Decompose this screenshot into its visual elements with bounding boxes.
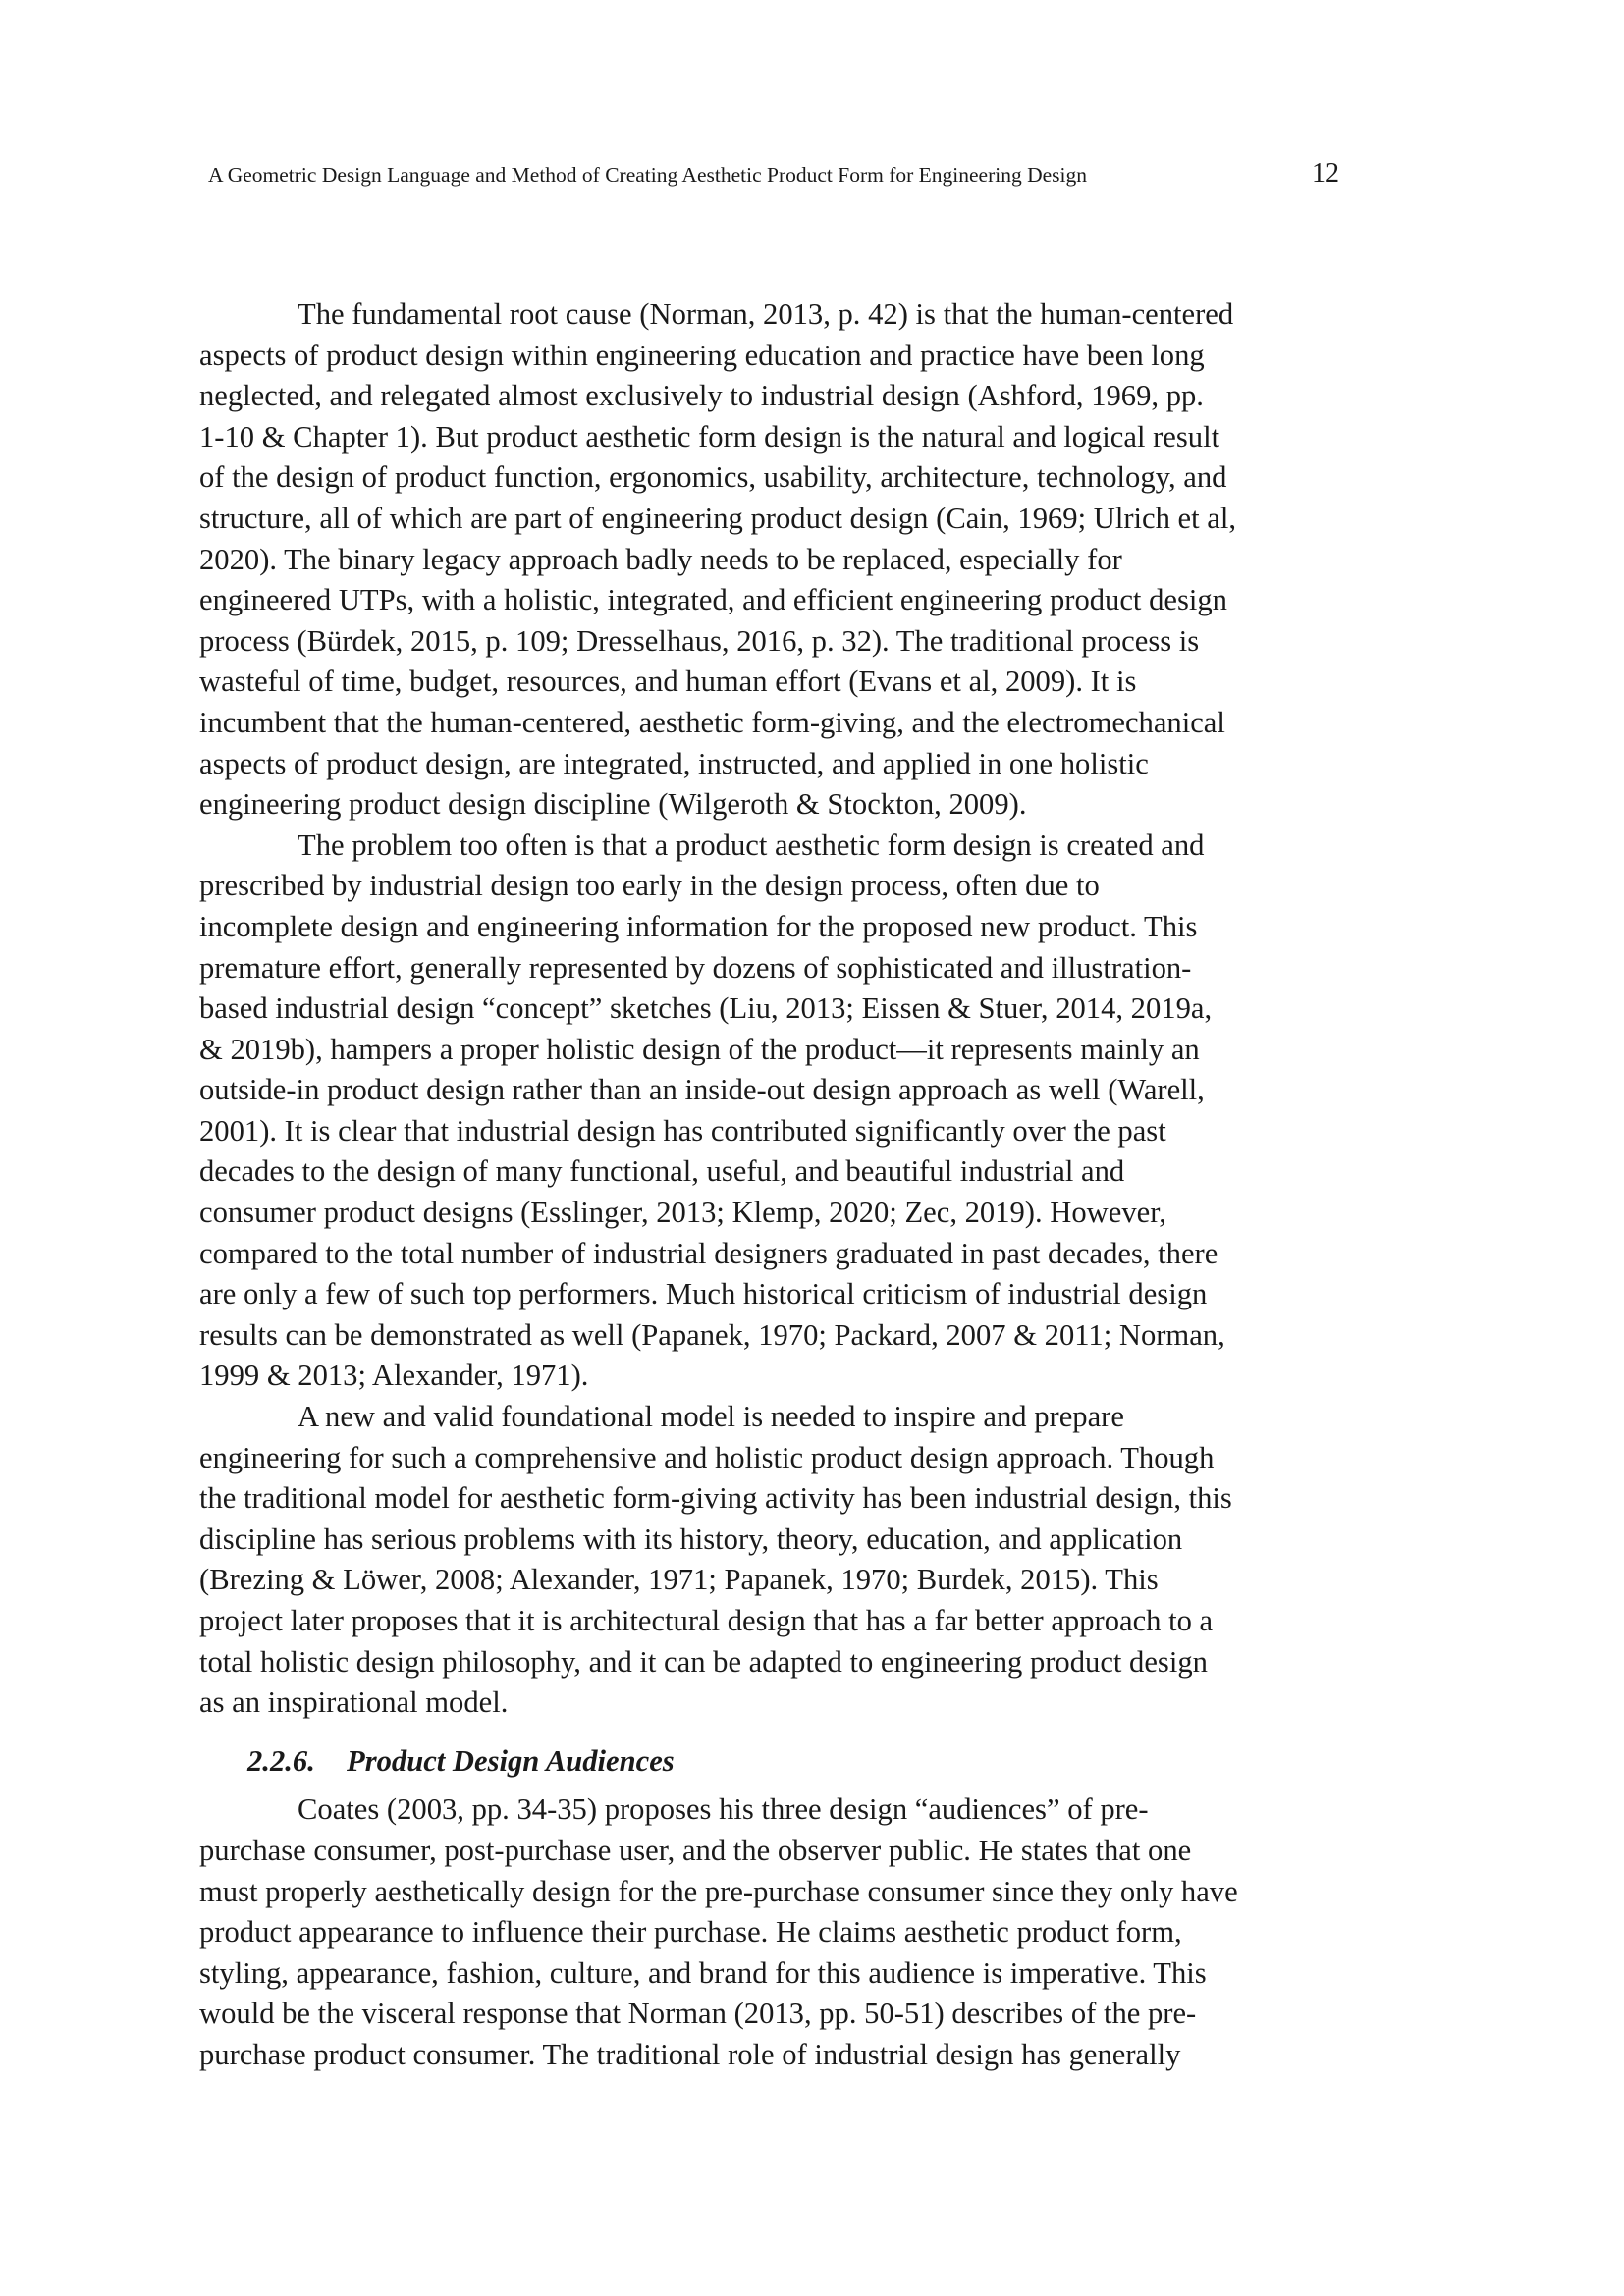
- text-line: are only a few of such top performers. Much historical criticism of industrial design: [199, 1277, 1208, 1311]
- text-line: prescribed by industrial design too early in the design process, often due to: [199, 869, 1100, 903]
- text-line: based industrial design “concept” sketches (Liu, 2013; Eissen & Stuer, 2014, 2019a,: [199, 991, 1213, 1026]
- paragraph: [199, 826, 1338, 1397]
- subsection-number: 2.2.6.: [247, 1743, 315, 1778]
- text-line: The fundamental root cause (Norman, 2013, p. 42) is that the human-centered: [298, 297, 1234, 331]
- text-line: wasteful of time, budget, resources, and human effort (Evans et al, 2009). It is: [199, 665, 1137, 699]
- text-line: discipline has serious problems with its history, theory, education, and application: [199, 1522, 1183, 1556]
- text-line: compared to the total number of industrial designers graduated in past decades, there: [199, 1236, 1218, 1270]
- text-line: The problem too often is that a product aesthetic form design is created and: [298, 828, 1205, 862]
- text-line: 2001). It is clear that industrial design has contributed significantly over the past: [199, 1113, 1166, 1148]
- text-line: 1999 & 2013; Alexander, 1971).: [199, 1359, 589, 1393]
- subsection-title: Product Design Audiences: [347, 1743, 675, 1778]
- text-line: Coates (2003, pp. 34-35) proposes his three design “audiences” of pre-: [298, 1792, 1149, 1827]
- text-line: product appearance to influence their purchase. He claims aesthetic product form,: [199, 1915, 1182, 1949]
- text-line: results can be demonstrated as well (Papanek, 1970; Packard, 2007 & 2011; Norman,: [199, 1317, 1225, 1352]
- subsection-heading: [199, 1741, 1338, 1783]
- text-line: A new and valid foundational model is needed to inspire and prepare: [298, 1400, 1124, 1434]
- text-line: 2020). The binary legacy approach badly needs to be replaced, especially for: [199, 542, 1122, 576]
- text-line: decades to the design of many functional, useful, and beautiful industrial and: [199, 1154, 1125, 1189]
- text-line: (Brezing & Löwer, 2008; Alexander, 1971; Papanek, 1970; Burdek, 2015). This: [199, 1563, 1159, 1597]
- text-line: of the design of product function, ergonomics, usability, architecture, technology, and: [199, 460, 1227, 495]
- paragraph: [199, 294, 1338, 826]
- text-line: process (Bürdek, 2015, p. 109; Dresselhaus, 2016, p. 32). The traditional process is: [199, 623, 1200, 658]
- text-line: structure, all of which are part of engineering product design (Cain, 1969; Ulrich et al,: [199, 501, 1236, 535]
- page-number: 12: [1312, 158, 1339, 188]
- text-line: & 2019b), hampers a proper holistic design of the product—it represents mainly an: [199, 1032, 1200, 1066]
- text-line: consumer product designs (Esslinger, 2013; Klemp, 2020; Zec, 2019). However,: [199, 1196, 1166, 1230]
- text-line: styling, appearance, fashion, culture, and brand for this audience is imperative. This: [199, 1955, 1207, 1990]
- text-line: 1-10 & Chapter 1). But product aesthetic form design is the natural and logical result: [199, 419, 1220, 454]
- text-line: purchase product consumer. The traditional role of industrial design has generally: [199, 2037, 1181, 2071]
- text-line: outside-in product design rather than an inside-out design approach as well (Warell,: [199, 1073, 1205, 1107]
- text-line: must properly aesthetically design for the pre-purchase consumer since they only have: [199, 1874, 1238, 1908]
- text-line: engineering for such a comprehensive and holistic product design approach. Though: [199, 1440, 1215, 1474]
- paragraph: [199, 1789, 1338, 2075]
- paragraph: [199, 1397, 1338, 1724]
- text-line: premature effort, generally represented by dozens of sophisticated and illustration-: [199, 950, 1192, 985]
- text-line: aspects of product design within engineering education and practice have been long: [199, 338, 1205, 372]
- running-header: [208, 158, 1339, 191]
- text-line: incomplete design and engineering information for the proposed new product. This: [199, 909, 1198, 943]
- text-line: the traditional model for aesthetic form-giving activity has been industrial design, this: [199, 1481, 1232, 1516]
- text-line: engineered UTPs, with a holistic, integrated, and efficient engineering product design: [199, 583, 1227, 617]
- body-text: [199, 294, 1338, 2076]
- text-line: neglected, and relegated almost exclusively to industrial design (Ashford, 1969, pp.: [199, 379, 1204, 413]
- text-line: aspects of product design, are integrated, instructed, and applied in one holistic: [199, 746, 1149, 780]
- text-line: as an inspirational model.: [199, 1685, 509, 1720]
- text-line: purchase consumer, post-purchase user, and the observer public. He states that one: [199, 1833, 1192, 1867]
- running-title: A Geometric Design Language and Method of Creating Aesthetic Product Form for Engineering Design: [208, 163, 1088, 187]
- text-line: would be the visceral response that Norman (2013, pp. 50-51) describes of the pre-: [199, 1997, 1197, 2031]
- text-line: engineering product design discipline (Wilgeroth & Stockton, 2009).: [199, 787, 1027, 822]
- text-line: incumbent that the human-centered, aesthetic form-giving, and the electromechanical: [199, 705, 1225, 739]
- text-line: project later proposes that it is architectural design that has a far better approach to a: [199, 1604, 1214, 1637]
- text-line: total holistic design philosophy, and it can be adapted to engineering product design: [199, 1644, 1208, 1679]
